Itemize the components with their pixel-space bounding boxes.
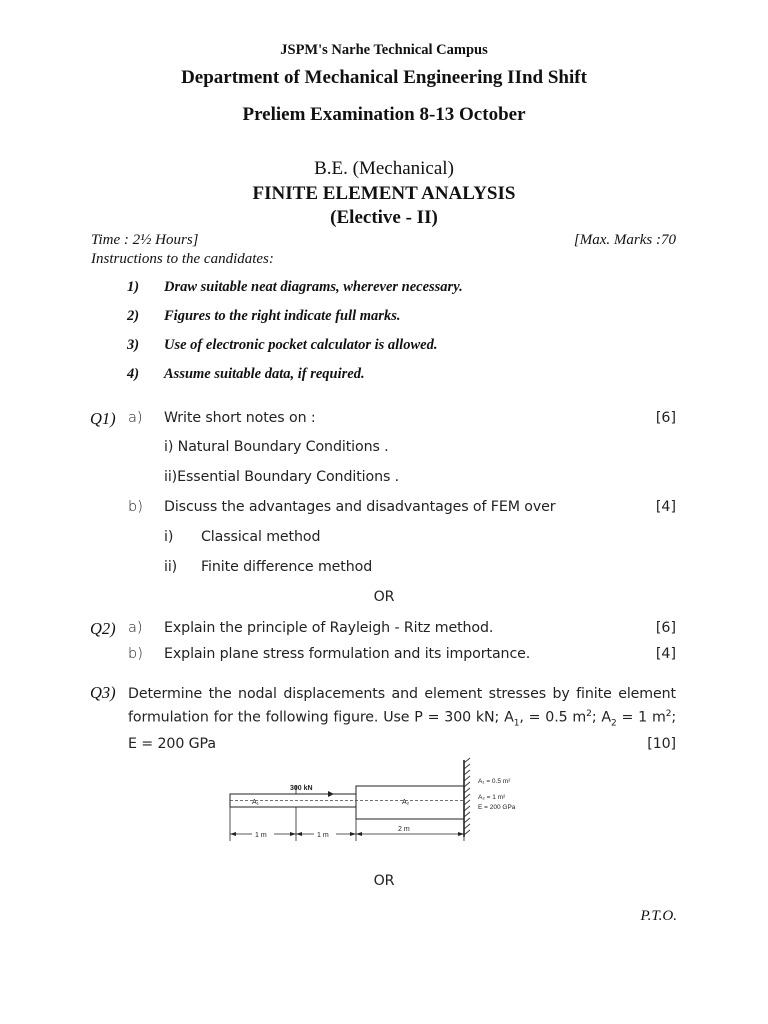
instruction-text: Use of electronic pocket calculator is allowed. [164, 337, 438, 353]
max-marks: [Max. Marks :70 [573, 232, 676, 248]
load-label: 300 kN [290, 785, 313, 792]
or-separator: OR [373, 589, 395, 605]
exam-title: Preliem Examination 8-13 October [242, 104, 526, 125]
wall-hatching [464, 758, 470, 835]
a1-label: A₁ [252, 799, 260, 806]
q1a-item: i) Natural Boundary Conditions . [164, 439, 389, 455]
q1a-item: ii)Essential Boundary Conditions . [164, 469, 400, 485]
prop-a1: A₁ = 0.5 m² [478, 778, 511, 785]
dim-label-3: 2 m [398, 826, 410, 833]
q3-marks: [10] [647, 735, 676, 752]
question-label-q1: Q1) [90, 409, 116, 428]
q1b-text: Discuss the advantages and disadvantages of FEM over [164, 499, 556, 515]
prop-a2: A₂ = 1 m² [478, 794, 506, 801]
q2b-text: Explain plane stress formulation and its importance. [164, 646, 531, 662]
department-title: Department of Mechanical Engineering IInd Shift [181, 67, 587, 88]
instruction-number: 3) [127, 337, 140, 353]
q2b-marks: [4] [655, 646, 676, 662]
q3-line-1: Determine the nodal displacements and element stresses by finite element [128, 686, 676, 702]
bar-segment-a2 [356, 786, 464, 819]
instruction-number: 4) [127, 366, 140, 382]
prop-e: E = 200 GPa [478, 804, 516, 811]
q2a-marks: [6] [655, 620, 676, 636]
q3-line-2: formulation for the following figure. Use P = 300 kN; $A_1$, = 0.5 $m^2$; $A_2 = 1$ $m^2$; [128, 709, 677, 729]
instruction-number: 1) [127, 279, 140, 295]
load-arrow-head [328, 791, 334, 797]
subject-name: FINITE ELEMENT ANALYSIS [252, 183, 516, 204]
question-label-q3: Q3) [90, 683, 116, 702]
instructions-title: Instructions to the candidates: [91, 251, 274, 267]
campus-name: JSPM's Narhe Technical Campus [280, 42, 488, 58]
a2-label: A₂ [402, 799, 410, 806]
q3-text [128, 684, 676, 754]
q1a-marks: [6] [655, 410, 676, 426]
course-name: B.E. (Mechanical) [314, 158, 454, 179]
instruction-text: Draw suitable neat diagrams, wherever necessary. [164, 279, 463, 295]
sub-label: b) [128, 499, 143, 515]
q3-line-3: E = 200 GPa [10] [128, 735, 676, 752]
dim-label-2: 1 m [317, 832, 329, 839]
instruction-number: 2) [127, 308, 140, 324]
sub-label: b) [128, 646, 143, 662]
sub-label: a) [128, 410, 143, 426]
q1b-marks: [4] [655, 499, 676, 515]
pto-footer: P.T.O. [640, 908, 677, 924]
q1b-item-text: Finite difference method [201, 559, 373, 575]
exam-time: Time : 2½ Hours] [91, 232, 199, 248]
q1b-item-number: i) [164, 529, 174, 545]
q2a-text: Explain the principle of Rayleigh - Ritz method. [164, 620, 494, 636]
q1b-item-text: Classical method [201, 529, 321, 545]
sub-label: a) [128, 620, 143, 636]
or-separator: OR [373, 873, 395, 889]
stepped-bar-figure [222, 757, 542, 847]
question-label-q2: Q2) [90, 619, 116, 638]
q1b-item-number: ii) [164, 559, 178, 575]
q1a-text: Write short notes on : [164, 410, 316, 426]
instruction-text: Figures to the right indicate full marks. [164, 308, 401, 324]
instruction-text: Assume suitable data, if required. [164, 366, 365, 382]
elective-label: (Elective - II) [330, 207, 438, 228]
dim-label-1: 1 m [255, 832, 267, 839]
